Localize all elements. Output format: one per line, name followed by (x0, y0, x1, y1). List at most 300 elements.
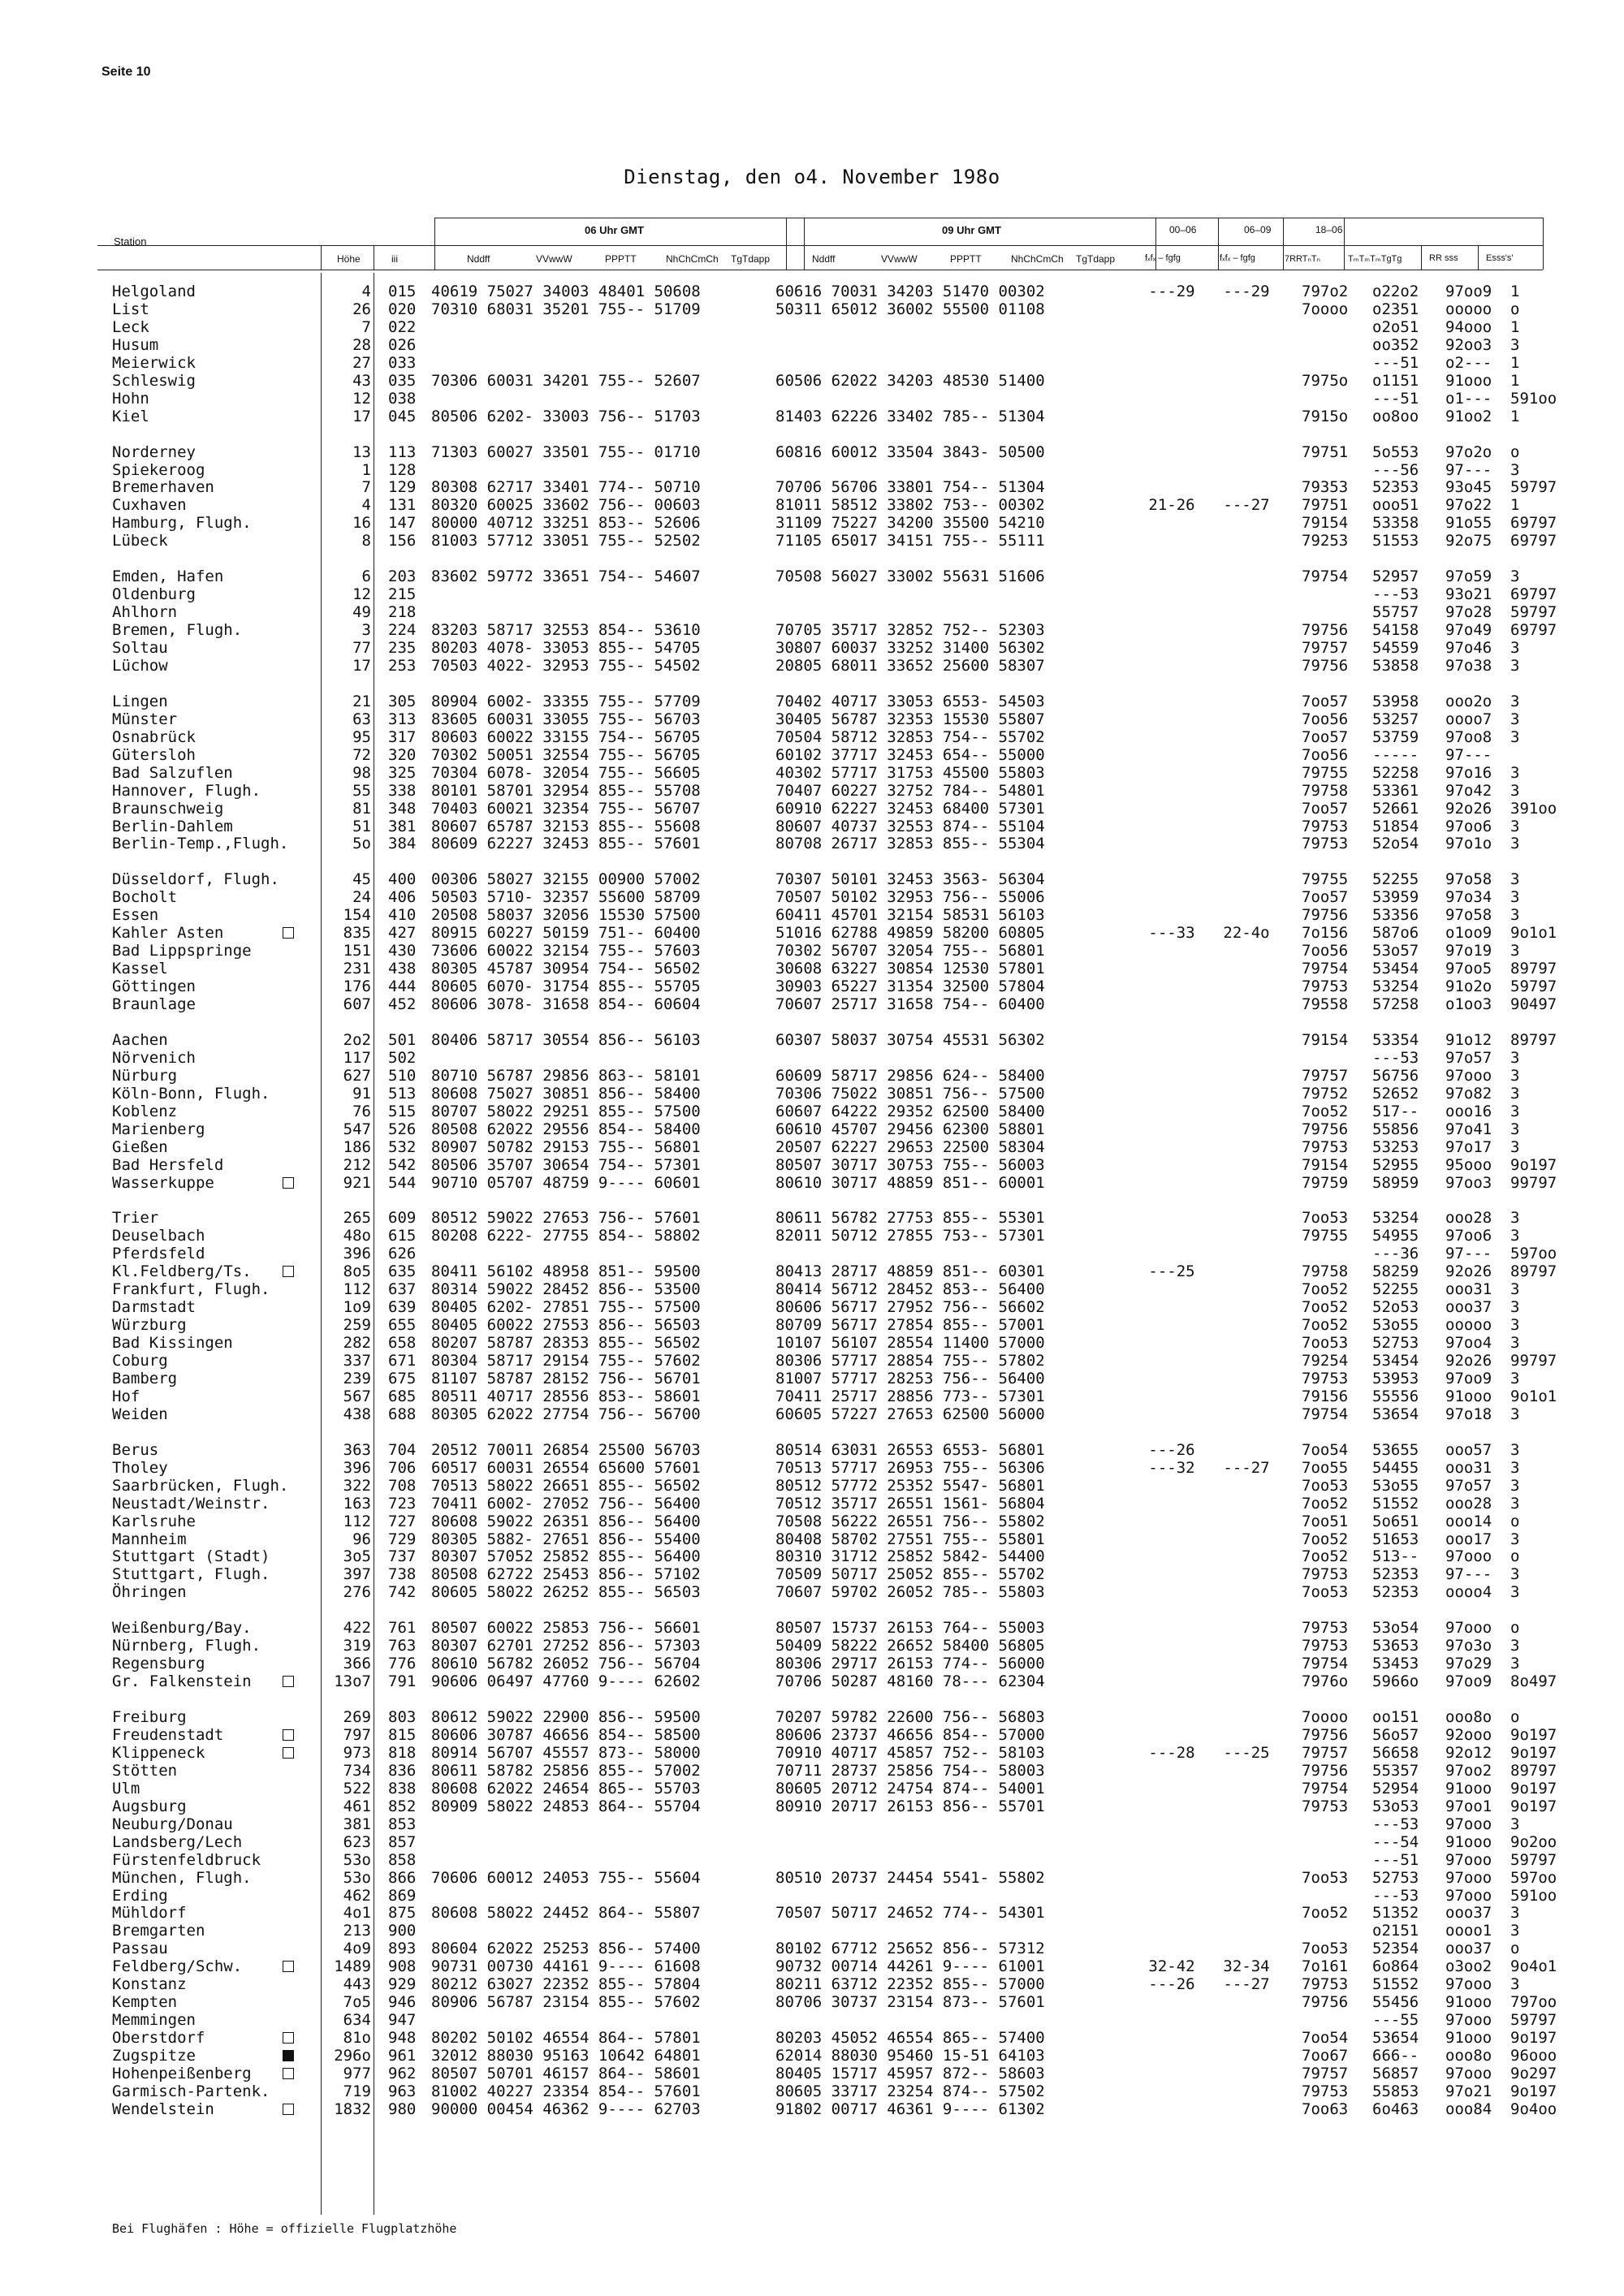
obs-09-utc: 80706 30737 23154 873-- 57601 (775, 1993, 1045, 2012)
group-18-06-2: oo8oo (1372, 407, 1419, 425)
table-row (112, 1868, 1557, 1887)
obs-09-utc: 91802 00717 46361 9---- 61302 (775, 2100, 1045, 2118)
station-height: 13o7 (334, 1672, 371, 1691)
station-number: 253 (388, 656, 417, 675)
group-precip: 97oo3 (1445, 1173, 1492, 1192)
station-height: 462 (343, 1886, 371, 1905)
station-height: 49 (352, 603, 371, 622)
group-18-06-2: 52353 (1372, 478, 1419, 497)
group-snow: 3 (1510, 1298, 1520, 1317)
station-number: 384 (388, 835, 417, 853)
table-row (112, 1743, 1557, 1762)
station-number: 147 (388, 514, 417, 533)
group-precip: 97o1o (1445, 835, 1492, 853)
station-number: 510 (388, 1066, 417, 1085)
obs-06-utc: 20512 70011 26854 25500 56703 (431, 1440, 701, 1459)
group-18-06-2: 52652 (1372, 1084, 1419, 1103)
group-snow: 59797 (1510, 2011, 1557, 2030)
table-row (112, 336, 1541, 354)
group-precip: 97ooo (1445, 1850, 1492, 1869)
group-18-06-1: 7oo56 (1302, 710, 1349, 728)
station-number: 727 (388, 1512, 417, 1530)
station-number: 129 (388, 478, 417, 497)
table-row (112, 764, 1541, 782)
group-snow: 1 (1510, 496, 1520, 515)
station-name: Zugspitze (112, 2047, 196, 2065)
group-18-06-1: 7oo52 (1302, 1316, 1349, 1335)
station-number: 320 (388, 745, 417, 764)
obs-06-utc: 80707 58022 29251 855-- 57500 (431, 1102, 701, 1120)
gust-00-06: ---32 (1148, 1458, 1195, 1477)
group-snow: 591oo (1510, 1886, 1557, 1905)
group-18-06-2: 53361 (1372, 781, 1419, 800)
group-18-06-1: 7oo53 (1302, 1476, 1349, 1495)
station-name: Öhringen (112, 1583, 187, 1602)
station-number: 224 (388, 621, 417, 640)
obs-06-utc: 32012 88030 95163 10642 64801 (431, 2047, 701, 2065)
station-number: 513 (388, 1084, 417, 1103)
station-height: 21 (352, 692, 371, 710)
station-name: Kahler Asten (112, 924, 224, 943)
station-height: 176 (343, 978, 371, 996)
station-height: 522 (343, 1779, 371, 1798)
group-18-06-1: 7oo57 (1302, 799, 1349, 818)
obs-09-utc: 70307 50101 32453 3563- 56304 (775, 870, 1045, 889)
obs-09-utc: 80507 15737 26153 764-- 55003 (775, 1619, 1045, 1638)
obs-06-utc: 80506 6202- 33003 756-- 51703 (431, 407, 701, 425)
group-snow: 9o197 (1510, 1743, 1557, 1762)
group-precip: 97oo6 (1445, 817, 1492, 835)
group-18-06-2: 53o57 (1372, 942, 1419, 960)
mountain-station-marker-icon (283, 927, 294, 939)
group-snow: 59797 (1510, 478, 1557, 497)
obs-06-utc: 70304 6078- 32054 755-- 56605 (431, 763, 701, 782)
group-18-06-2: 51352 (1372, 1904, 1419, 1923)
group-snow: 3 (1510, 1209, 1520, 1228)
group-18-06-2: 53454 (1372, 1352, 1419, 1370)
group-snow: 3 (1510, 1440, 1520, 1459)
group-18-06-2: 53254 (1372, 978, 1419, 996)
obs-06-utc: 90710 05707 48759 9---- 60601 (431, 1173, 701, 1192)
table-row (112, 1672, 1557, 1691)
station-height: 13 (352, 442, 371, 461)
station-name: Klippeneck (112, 1743, 205, 1762)
station-name: Nürnberg, Flugh. (112, 1637, 261, 1655)
iii-header: iii (391, 253, 398, 265)
group-snow: 3 (1510, 781, 1520, 800)
station-name: München, Flugh. (112, 1868, 252, 1887)
station-number: 615 (388, 1227, 417, 1245)
station-number: 313 (388, 710, 417, 728)
station-height: 7 (361, 478, 371, 497)
station-number: 675 (388, 1369, 417, 1388)
table-row (112, 693, 1541, 710)
obs-06-utc: 90731 00730 44161 9---- 61608 (431, 1957, 701, 1976)
group-18-06-1: 79751 (1302, 442, 1349, 461)
group-18-06-2: o2o51 (1372, 317, 1419, 336)
gust-06-09: ---27 (1223, 1458, 1270, 1477)
mountain-station-marker-icon (283, 1676, 294, 1687)
station-number: 776 (388, 1655, 417, 1673)
station-height: 623 (343, 1832, 371, 1851)
station-number: 671 (388, 1352, 417, 1370)
group-precip: 97--- (1445, 1245, 1492, 1263)
mountain-station-marker-icon (283, 1177, 294, 1189)
obs-09-utc: 70508 56222 26551 756-- 55802 (775, 1512, 1045, 1530)
station-number: 875 (388, 1904, 417, 1923)
obs-06-utc: 80314 59022 28452 856-- 53500 (431, 1280, 701, 1299)
group-snow: 9o4o1 (1510, 1957, 1557, 1976)
obs-06-utc: 80608 59022 26351 856-- 56400 (431, 1512, 701, 1530)
group-18-06-2: ---53 (1372, 1048, 1419, 1067)
group-snow: 59797 (1510, 978, 1557, 996)
group-18-06-1: 79759 (1302, 1173, 1349, 1192)
station-height: 163 (343, 1494, 371, 1513)
gust-00-06: 21-26 (1148, 496, 1195, 515)
group-precip: 94ooo (1445, 317, 1492, 336)
station-name: Landsberg/Lech (112, 1832, 243, 1851)
station-name: Osnabrück (112, 727, 196, 746)
obs-09-utc: 30903 65227 31354 32500 57804 (775, 978, 1045, 996)
group-18-06-1: 79753 (1302, 1797, 1349, 1815)
obs-09-utc: 70407 60227 32752 784-- 54801 (775, 781, 1045, 800)
group-precip: 97o3o (1445, 1637, 1492, 1655)
station-name: Köln-Bonn, Flugh. (112, 1084, 270, 1103)
table-row (112, 532, 1557, 550)
group-snow: 3 (1510, 1102, 1520, 1120)
group-snow: 3 (1510, 335, 1520, 354)
station-number: 723 (388, 1494, 417, 1513)
station-name: Schleswig (112, 371, 196, 390)
obs-06-utc: 80000 40712 33251 853-- 52606 (431, 514, 701, 533)
group-snow: 3 (1510, 763, 1520, 782)
station-height: 567 (343, 1387, 371, 1405)
station-number: 131 (388, 496, 417, 515)
table-row (112, 799, 1557, 818)
group-18-06-2: 58959 (1372, 1173, 1419, 1192)
group-18-06-1: 79753 (1302, 978, 1349, 996)
station-number: 803 (388, 1708, 417, 1726)
station-name: Erding (112, 1886, 168, 1905)
group-precip: 97o46 (1445, 639, 1492, 657)
obs-06-utc: 80101 58701 32954 855-- 55708 (431, 781, 701, 800)
table-row (112, 1387, 1557, 1405)
station-height: 921 (343, 1173, 371, 1192)
table-row (112, 1779, 1557, 1798)
station-number: 501 (388, 1030, 417, 1049)
footnote: Bei Flughäfen : Höhe = offizielle Flugplatzhöhe (112, 2221, 457, 2236)
table-row (112, 1138, 1541, 1156)
group-18-06-2: 51553 (1372, 532, 1419, 550)
obs-09-utc: 70507 50102 32953 756-- 55006 (775, 888, 1045, 907)
group-18-06-2: 51854 (1372, 817, 1419, 835)
station-name: Göttingen (112, 978, 196, 996)
station-name: Berlin-Temp.,Flugh. (112, 835, 289, 853)
group-precip: 97ooo (1445, 2065, 1492, 2082)
group-18-06-1: 7oo57 (1302, 888, 1349, 907)
group-18-06-2: 52957 (1372, 568, 1419, 586)
station-height: 607 (343, 995, 371, 1013)
obs-06-utc: 80507 50701 46157 864-- 58601 (431, 2065, 701, 2082)
obs-06-utc: 70606 60012 24053 755-- 55604 (431, 1868, 701, 1887)
obs-09-utc: 31109 75227 34200 35500 54210 (775, 514, 1045, 533)
group-precip: 97o58 (1445, 870, 1492, 889)
obs-06-utc: 80304 58717 29154 755-- 57602 (431, 1352, 701, 1370)
obs-06-utc: 80608 75027 30851 856-- 58400 (431, 1084, 701, 1103)
gust-06-09: ---25 (1223, 1743, 1270, 1762)
group-precip: 92o75 (1445, 532, 1492, 550)
obs-06-utc: 80305 45787 30954 754-- 56502 (431, 960, 701, 978)
table-row (112, 1725, 1557, 1744)
station-number: 203 (388, 568, 417, 586)
table-row (112, 1120, 1541, 1138)
mountain-station-marker-icon (283, 2104, 294, 2115)
group-18-06-1: 79754 (1302, 1779, 1349, 1798)
group-18-06-2: 53654 (1372, 1405, 1419, 1423)
group-18-06-2: 53654 (1372, 2029, 1419, 2048)
station-number: 947 (388, 2011, 417, 2030)
group-18-06-2: 6o864 (1372, 1957, 1419, 1976)
group-snow: 3 (1510, 1048, 1520, 1067)
group-precip: 91ooo (1445, 1832, 1492, 1851)
group-precip: 97ooo (1445, 1815, 1492, 1833)
obs-09-utc: 80606 23737 46656 854-- 57000 (775, 1725, 1045, 1744)
obs-06-utc: 70302 50051 32554 755-- 56705 (431, 745, 701, 764)
group-snow: 3 (1510, 817, 1520, 835)
station-name: Trier (112, 1209, 159, 1228)
station-height: 98 (352, 763, 371, 782)
group-snow: 9o1o1 (1510, 924, 1557, 943)
station-height: 973 (343, 1743, 371, 1762)
group-18-06-1: 7oo52 (1302, 1298, 1349, 1317)
station-height: 366 (343, 1655, 371, 1673)
station-height: 1 (361, 460, 371, 479)
group-snow: 3 (1510, 727, 1520, 746)
table-row (112, 870, 1541, 888)
group-precip: 97ooo (1445, 1619, 1492, 1638)
table-row (112, 372, 1541, 390)
group-precip: 97oo8 (1445, 727, 1492, 746)
station-name: Bad Kissingen (112, 1334, 233, 1353)
group-18-06-1: 79753 (1302, 1975, 1349, 1994)
station-name: Darmstadt (112, 1298, 196, 1317)
station-number: 838 (388, 1779, 417, 1798)
group-18-06-1: 79154 (1302, 514, 1349, 533)
group-precip: 91ooo (1445, 1993, 1492, 2012)
group-snow: 89797 (1510, 960, 1557, 978)
obs-09-utc: 60609 58717 29856 624-- 58400 (775, 1066, 1045, 1085)
group-18-06-1: 79754 (1302, 568, 1349, 586)
obs-06-utc: 80609 62227 32453 855-- 57601 (431, 835, 701, 853)
gust-header-1: fₓfₓ – fgfg (1145, 253, 1181, 263)
station-height: 396 (343, 1458, 371, 1477)
group-18-06-1: 7oo53 (1302, 1583, 1349, 1602)
group-18-06-2: 55556 (1372, 1387, 1419, 1405)
obs-06-utc: 80606 3078- 31658 854-- 60604 (431, 995, 701, 1013)
station-name: Oberstdorf (112, 2029, 205, 2048)
obs-06-utc: 80710 56787 29856 863-- 58101 (431, 1066, 701, 1085)
group-18-06-2: 53253 (1372, 1137, 1419, 1156)
station-height: 8 (361, 532, 371, 550)
group-precip: 97o21 (1445, 2082, 1492, 2100)
station-number: 857 (388, 1832, 417, 1851)
station-number: 688 (388, 1405, 417, 1423)
group-snow: 9o2oo (1510, 1832, 1557, 1851)
obs-06-utc: 80603 60022 33155 754-- 56705 (431, 727, 701, 746)
station-height: 8o5 (343, 1262, 371, 1281)
station-height: 627 (343, 1066, 371, 1085)
station-name: Mühldorf (112, 1904, 187, 1923)
station-number: 635 (388, 1262, 417, 1281)
group-18-06-2: 54559 (1372, 639, 1419, 657)
group-18-06-2: ---51 (1372, 353, 1419, 372)
group-snow: 391oo (1510, 799, 1557, 818)
table-row (112, 2100, 1557, 2118)
group-snow: 99797 (1510, 1352, 1557, 1370)
obs-09-utc: 60816 60012 33504 3843- 50500 (775, 442, 1045, 461)
table-row (112, 728, 1541, 746)
obs-09-utc: 30807 60037 33252 31400 56302 (775, 639, 1045, 657)
table-row (112, 1459, 1541, 1477)
group-18-06-1: 79756 (1302, 906, 1349, 925)
station-name: Augsburg (112, 1797, 187, 1815)
obs-09-utc: 70705 35717 32852 752-- 52303 (775, 621, 1045, 640)
group-snow: 3 (1510, 1369, 1520, 1388)
group-precip: 97o38 (1445, 656, 1492, 675)
group-snow: 3 (1510, 639, 1520, 657)
group-snow: 3 (1510, 1405, 1520, 1423)
group-18-06-1: 79752 (1302, 1084, 1349, 1103)
obs-09-utc: 70508 56027 33002 55631 51606 (775, 568, 1045, 586)
group-18-06-1: 7oo52 (1302, 1280, 1349, 1299)
obs06-col-clouds: NhChCmCh (666, 253, 719, 265)
group-snow: 9o197 (1510, 1797, 1557, 1815)
station-height: 51 (352, 817, 371, 835)
group-18-06-1: 7oo67 (1302, 2047, 1349, 2065)
obs-06-utc: 80405 60022 27553 856-- 56503 (431, 1316, 701, 1335)
obs-06-utc: 80608 58022 24452 864-- 55807 (431, 1904, 701, 1923)
station-number: 128 (388, 460, 417, 479)
obs-09-utc: 80408 58702 27551 755-- 55801 (775, 1530, 1045, 1548)
station-name: Bad Salzuflen (112, 763, 233, 782)
table-row (112, 1067, 1541, 1085)
obs-09-utc: 60610 45707 29456 62300 58801 (775, 1120, 1045, 1138)
group-18-06-2: 55853 (1372, 2082, 1419, 2100)
table-row (112, 710, 1541, 728)
station-height: 112 (343, 1512, 371, 1530)
table-row (112, 1262, 1557, 1281)
table-row (112, 1227, 1541, 1245)
table-row (112, 1583, 1541, 1601)
group-precip: 97o34 (1445, 888, 1492, 907)
station-number: 156 (388, 532, 417, 550)
group-18-06-1: 7oo53 (1302, 1334, 1349, 1353)
obs-09-utc: 70306 75022 30851 756-- 57500 (775, 1084, 1045, 1103)
group-18-06-1: 7oo56 (1302, 745, 1349, 764)
obs-06-utc: 80305 5882- 27651 856-- 55400 (431, 1530, 701, 1548)
group-snow: o (1510, 300, 1520, 318)
table-header (97, 213, 1543, 270)
station-number: 609 (388, 1209, 417, 1228)
station-height: 4 (361, 496, 371, 515)
table-row (112, 1797, 1557, 1815)
group-18-06-2: ---51 (1372, 1850, 1419, 1869)
group-18-06-1: 797o2 (1302, 283, 1349, 300)
station-number: 626 (388, 1245, 417, 1263)
table-row (112, 1940, 1541, 1957)
group-header-2: TₘTₘTₘTgTg (1348, 254, 1402, 264)
group-precip: 97oo9 (1445, 1369, 1492, 1388)
station-name: Braunschweig (112, 799, 224, 818)
station-number: 708 (388, 1476, 417, 1495)
table-row (112, 1030, 1557, 1049)
table-row (112, 603, 1557, 622)
station-name: Lingen (112, 692, 168, 710)
obs-06-utc: 80610 56782 26052 756-- 56704 (431, 1655, 701, 1673)
station-number: 045 (388, 407, 417, 425)
station-name: Coburg (112, 1352, 168, 1370)
group-precip: 97o19 (1445, 942, 1492, 960)
group-18-06-1: 7oo57 (1302, 727, 1349, 746)
station-height: 2o2 (343, 1030, 371, 1049)
group-18-06-1: 7oo53 (1302, 1209, 1349, 1228)
station-name: Kiel (112, 407, 149, 425)
gust-06-09: ---27 (1223, 496, 1270, 515)
group-18-06-2: 53759 (1372, 727, 1419, 746)
obs-09-utc: 80512 57772 25352 5547- 56801 (775, 1476, 1045, 1495)
group-precip: o2--- (1445, 353, 1492, 372)
group-18-06-2: 5966o (1372, 1672, 1419, 1691)
obs-06-utc: 20508 58037 32056 15530 57500 (431, 906, 701, 925)
group-18-06-2: o2151 (1372, 1922, 1419, 1940)
group-snow: 3 (1510, 1458, 1520, 1477)
group-snow: 3 (1510, 1280, 1520, 1299)
table-row (112, 1815, 1541, 1833)
group-18-06-2: 56o57 (1372, 1725, 1419, 1744)
obs-06-utc: 50503 5710- 32357 55600 58709 (431, 888, 701, 907)
station-name: Soltau (112, 639, 168, 657)
table-row (112, 2082, 1557, 2100)
station-number: 869 (388, 1886, 417, 1905)
obs-06-utc: 83203 58717 32553 854-- 53610 (431, 621, 701, 640)
table-row (112, 1477, 1541, 1495)
obs-09-utc: 80211 63712 22352 855-- 57000 (775, 1975, 1045, 1994)
group-snow: 1 (1510, 371, 1520, 390)
obs-06-utc: 81003 57712 33051 755-- 52502 (431, 532, 701, 550)
station-number: 980 (388, 2100, 417, 2118)
group-18-06-2: 53653 (1372, 1637, 1419, 1655)
table-row (112, 924, 1557, 943)
group-snow: 89797 (1510, 1262, 1557, 1281)
group-precip: 97oo4 (1445, 1334, 1492, 1353)
station-height: 835 (343, 924, 371, 943)
table-row (112, 1637, 1541, 1655)
group-18-06-2: 5o553 (1372, 442, 1419, 461)
table-row (112, 1993, 1557, 2012)
table-row (112, 1619, 1541, 1637)
station-number: 033 (388, 353, 417, 372)
group-snow: 8o497 (1510, 1672, 1557, 1691)
station-height: 77 (352, 639, 371, 657)
group-precip: 97oo5 (1445, 960, 1492, 978)
table-row (112, 1209, 1541, 1227)
station-name: Leck (112, 317, 149, 336)
group-18-06-2: 51653 (1372, 1530, 1419, 1548)
station-number: 639 (388, 1298, 417, 1317)
station-height: 239 (343, 1369, 371, 1388)
group-precip: ooo37 (1445, 1298, 1492, 1317)
table-row (112, 1530, 1541, 1548)
